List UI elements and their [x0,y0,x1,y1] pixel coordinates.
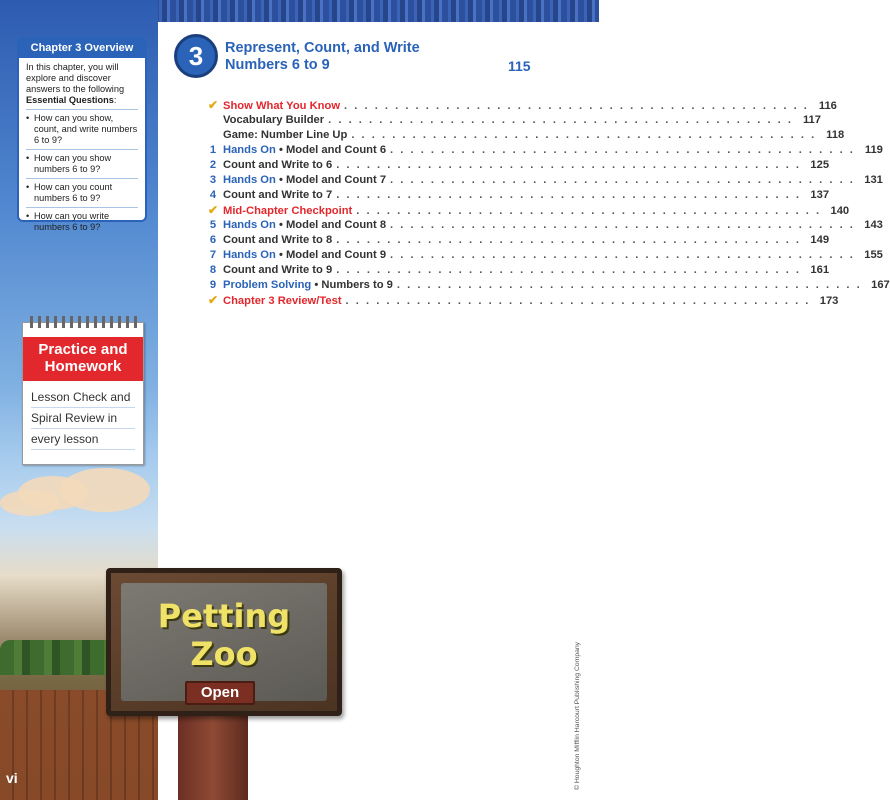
toc-page: 119 [864,144,883,156]
toc-rest: • Model and Count 9 [275,249,387,261]
toc-highlight: Hands On [223,174,276,186]
dot-leader [344,99,809,114]
toc-rest: • Model and Count 8 [275,219,387,231]
essential-question: • How can you count numbers 6 to 9? [26,178,138,207]
overview-intro-end: : [113,95,117,105]
lesson-number: 1 [209,144,217,156]
toc-title [223,158,332,173]
lesson-number: 5 [209,219,217,231]
dot-leader [390,143,855,158]
toc-title [223,99,340,114]
lesson-number: 6 [209,234,217,246]
toc-title [223,173,386,188]
toc-rest: Game: Number Line Up [223,129,348,141]
sign-line1: Petting [157,597,291,635]
toc-highlight: Hands On [223,219,276,231]
toc-row[interactable] [203,248,883,263]
essential-questions-list [26,109,138,236]
practice-line: every lesson [31,429,135,450]
toc-title [223,188,332,203]
dot-leader [390,173,855,188]
check-icon: ✔ [207,293,219,307]
toc-title [223,248,386,263]
toc-rest: Count and Write to 9 [223,264,333,276]
toc-row[interactable] [203,143,883,158]
toc-rest: • Model and Count 7 [275,174,387,186]
sign-board [121,583,327,701]
chapter-page: 115 [508,58,531,74]
lesson-number: 4 [209,189,217,201]
toc-highlight: Chapter 3 Review/Test [223,295,342,307]
chapter-title-line2: Numbers 6 to 9 [225,57,330,73]
dot-leader [390,248,855,263]
toc-row[interactable] [203,98,837,113]
check-icon: ✔ [207,203,219,217]
notebook-spiral [27,316,141,328]
dot-leader [346,294,811,309]
practice-line: Lesson Check and [31,387,135,408]
toc-row[interactable] [203,128,845,143]
toc-page: 118 [826,129,845,141]
dot-leader [397,278,862,293]
practice-line: Spiral Review in [31,408,135,429]
toc-page: 137 [810,189,830,201]
toc-title [223,204,352,219]
chapter-title [225,40,525,74]
toc-row[interactable] [203,293,839,308]
toc-page: 167 [871,279,890,291]
toc-page: 173 [819,295,839,307]
lesson-number: 2 [209,159,217,171]
dot-leader [390,218,855,233]
sign-line2: Zoo [190,635,258,673]
chapter-title-line1: Represent, Count, and Write [225,40,420,56]
toc-rest: • Numbers to 9 [311,279,393,291]
lesson-number: 9 [209,279,217,291]
toc-row[interactable] [203,173,883,188]
dot-leader [336,158,801,173]
cloud [0,490,60,516]
practice-body [23,381,143,456]
toc-row[interactable] [203,203,850,218]
toc-page: 161 [810,264,830,276]
petting-zoo-sign [106,568,342,716]
toc-row[interactable] [203,113,821,128]
dot-leader [328,113,793,128]
toc-rest: Count and Write to 8 [223,234,333,246]
lesson-number: 8 [209,264,217,276]
toc-title [223,278,393,293]
essential-question: • How can you show, count, and write numbers 6 to 9? [26,109,138,149]
toc-title [223,128,347,143]
toc-title [223,263,332,278]
toc-row[interactable] [203,233,830,248]
dot-leader [336,263,801,278]
toc-rest: • Model and Count 6 [275,144,387,156]
toc-row[interactable] [203,188,830,203]
toc-rest: Count and Write to 6 [223,159,333,171]
toc-row[interactable] [203,263,830,278]
table-of-contents [203,98,890,308]
toc-row[interactable] [203,158,830,173]
toc-rest: Vocabulary Builder [223,114,325,126]
toc-page: 131 [864,174,883,186]
toc-page: 117 [802,114,821,126]
toc-title [223,233,332,248]
toc-highlight: Show What You Know [223,100,341,112]
copyright-notice: © Houghton Mifflin Harcourt Publishing Company [574,641,581,790]
dot-leader [336,233,801,248]
overview-intro: In this chapter, you will explore and discover answers to the following [26,62,125,94]
toc-page: 125 [810,159,830,171]
open-plate: Open [185,681,255,705]
practice-notebook [22,322,144,465]
toc-title [223,218,386,233]
sign-post [178,716,248,800]
chapter-badge: 3 [174,34,218,78]
toc-title [223,143,386,158]
toc-highlight: Mid-Chapter Checkpoint [223,205,353,217]
toc-rest: Count and Write to 7 [223,189,333,201]
toc-highlight: Hands On [223,249,276,261]
toc-page: 116 [818,100,837,112]
overview-body [19,58,145,236]
lesson-number: 7 [209,249,217,261]
toc-highlight: Hands On [223,144,276,156]
practice-title: Practice and Homework [23,337,143,381]
toc-row[interactable] [203,218,883,233]
check-icon: ✔ [207,98,219,112]
dot-leader [336,188,801,203]
dot-leader [356,204,821,219]
toc-page: 155 [864,249,883,261]
essential-question: • How can you write numbers 6 to 9? [26,207,138,236]
toc-page: 149 [810,234,830,246]
page-number: vi [6,770,18,786]
toc-row[interactable] [203,278,890,293]
toc-title [223,294,342,309]
essential-question: • How can you show numbers 6 to 9? [26,149,138,178]
toc-page: 140 [830,205,850,217]
chapter-overview-box [17,37,147,232]
toc-highlight: Problem Solving [223,279,312,291]
toc-title [223,113,324,128]
dot-leader [351,128,816,143]
cloud [60,468,150,512]
overview-title: Chapter 3 Overview [19,39,145,58]
lesson-number: 3 [209,174,217,186]
toc-page: 143 [864,219,883,231]
overview-intro-bold: Essential Questions [26,95,114,105]
